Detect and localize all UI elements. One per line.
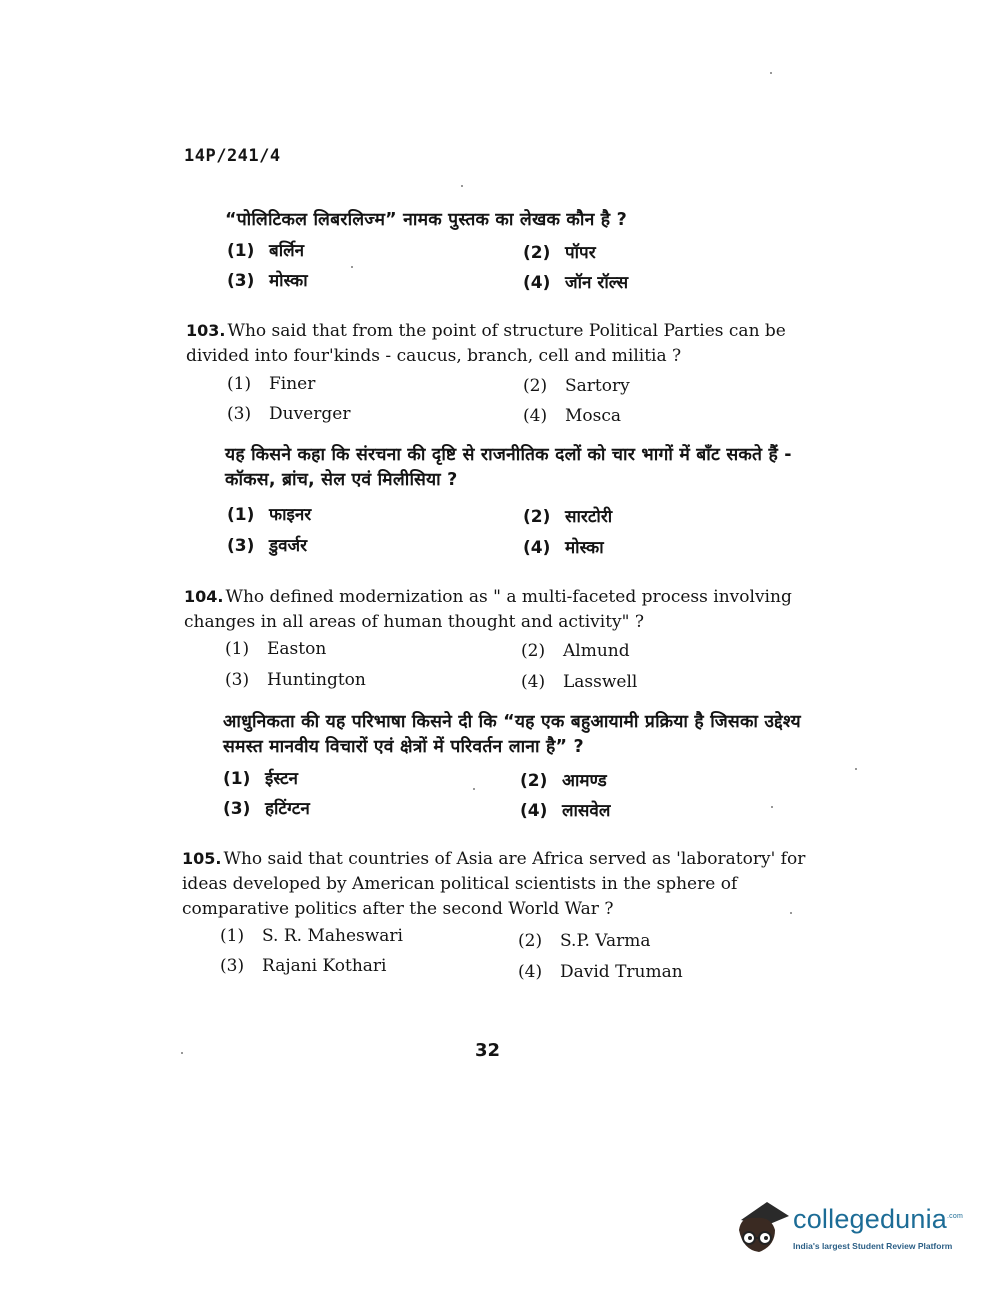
option: (4) लासवेल (520, 801, 611, 821)
page-number: 32 (475, 1040, 501, 1061)
option: (2) Almund (521, 641, 630, 661)
option: (4) David Truman (518, 962, 683, 982)
scan-speck (473, 788, 475, 790)
scan-speck (855, 768, 857, 770)
exam-code: 14P/241/4 (184, 146, 281, 166)
scan-speck (770, 72, 772, 74)
option: (2) आमण्ड (520, 771, 607, 791)
option: (3) डुवर्जर (227, 536, 308, 556)
question-text: Who defined modernization as " a multi-faceted process involving changes in all areas of human thought and activity" ? (184, 587, 792, 632)
option: (3) मोस्का (227, 271, 308, 291)
option: (4) जॉन रॉल्स (523, 273, 629, 293)
question-hindi: यह किसने कहा कि संरचना की दृष्टि से राजनीतिक दलों को चार भागों में बाँट सकते हैं - कॉकस, ब्रांच, सेल एवं मिलीसिया ? (225, 445, 792, 490)
option: (1) बर्लिन (227, 241, 305, 261)
option: (4) मोस्का (523, 538, 604, 558)
option: (4) Mosca (523, 406, 622, 426)
option: (2) Sartory (523, 376, 630, 396)
question-104 (184, 584, 814, 635)
question-103 (186, 318, 816, 369)
option: (1) ईस्टन (223, 769, 298, 789)
option: (1) Easton (225, 639, 327, 659)
scan-speck (461, 185, 463, 187)
logo-wordmark: collegedunia$^{.com}$ (793, 1204, 964, 1234)
logo-tagline: India's largest Student Review Platform (793, 1241, 953, 1251)
question-text: Who said that from the point of structure Political Parties can be divided into four'kinds - caucus, branch, cell and militia ? (186, 321, 786, 366)
student-mascot-icon (735, 1196, 791, 1258)
option: (4) Lasswell (521, 672, 638, 692)
collegedunia-logo (735, 1196, 965, 1264)
option: (2) सारटोरी (523, 507, 613, 527)
scan-speck (790, 912, 792, 914)
question-105 (182, 846, 812, 922)
option: (3) Rajani Kothari (220, 956, 387, 976)
option: (2) S.P. Varma (518, 931, 651, 951)
option: (1) Finer (227, 374, 316, 394)
option: (3) हटिंग्टन (223, 799, 310, 819)
option: (3) Huntington (225, 670, 366, 690)
option: (1) S. R. Maheswari (220, 926, 403, 946)
question-text: Who said that countries of Asia are Africa served as 'laboratory' for ideas developed by American political scientists in the sphere of comparative politics after the second World War ? (182, 849, 806, 919)
option: (2) पॉपर (523, 243, 596, 263)
question-hindi: “पोलिटिकल लिबरलिज्म” नामक पुस्तक का लेखक कौन है ? (225, 210, 627, 230)
scan-speck (771, 806, 773, 808)
question-number: 105. (182, 849, 222, 868)
question-number: 104. (184, 587, 224, 606)
question-number: 103. (186, 321, 226, 340)
option: (3) Duverger (227, 404, 351, 424)
scan-speck (351, 266, 353, 268)
scan-speck (181, 1052, 183, 1054)
question-hindi: आधुनिकता की यह परिभाषा किसने दी कि “यह एक बहुआयामी प्रक्रिया है जिसका उद्देश्य समस्त मानवीय विचारों एवं क्षेत्रों में परिवर्तन लाना है” ? (223, 712, 801, 757)
option: (1) फाइनर (227, 505, 312, 525)
